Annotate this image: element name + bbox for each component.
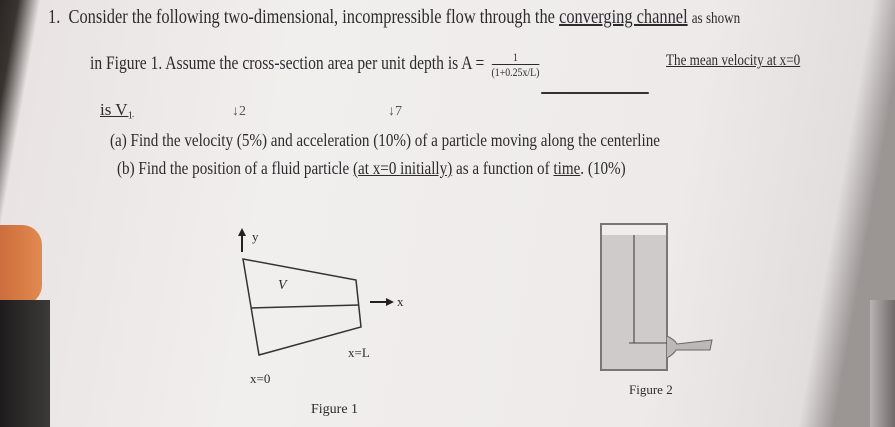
problem-text: . (10%) xyxy=(580,158,626,178)
x-equals-l-label: x=L xyxy=(348,345,370,360)
underlined-text: (at x=0 initially) xyxy=(353,158,453,178)
problem-line-3: is V₁ xyxy=(100,100,134,119)
underlined-text: converging channel xyxy=(559,6,688,28)
figure-2-caption: Figure 2 xyxy=(629,382,673,397)
centerline xyxy=(251,305,359,308)
x-equals-0-label: x=0 xyxy=(250,371,271,386)
y-axis-label: y xyxy=(252,229,259,244)
x-arrow-head-icon xyxy=(386,298,394,306)
underlined-text: time xyxy=(553,158,581,178)
problem-text: (b) Find the position of a fluid particle xyxy=(117,158,350,178)
formula-denominator: (1+0.25x/L) xyxy=(491,65,540,79)
part-a: (a) Find the velocity (5%) and acceleration (10%) of a particle moving along the centerline xyxy=(110,130,660,150)
mean-velocity-text: The mean velocity at x=0 xyxy=(666,52,801,69)
handwritten-mark: ↓7 xyxy=(388,104,402,119)
figure-1-caption: Figure 1 xyxy=(311,402,359,417)
formula-numerator: 1 xyxy=(492,50,540,65)
problem-text: as shown xyxy=(691,10,741,27)
handwritten-mark: ↓2 xyxy=(232,104,246,119)
velocity-label: V⃗ xyxy=(278,278,298,293)
outlet-jet xyxy=(667,336,712,358)
figure-2 xyxy=(601,224,712,397)
problem-text: as a function of xyxy=(456,158,550,178)
figure-1 xyxy=(238,228,404,417)
problem-text: Consider the following two-dimensional, incompressible flow through the xyxy=(68,6,555,28)
x-axis-label: x xyxy=(397,294,404,309)
y-arrow-head-icon xyxy=(238,228,246,236)
tank-air-gap xyxy=(602,225,666,235)
problem-number: 1. xyxy=(48,6,61,28)
problem-text: in Figure 1. Assume the cross-section area per unit depth is A = xyxy=(90,52,485,74)
